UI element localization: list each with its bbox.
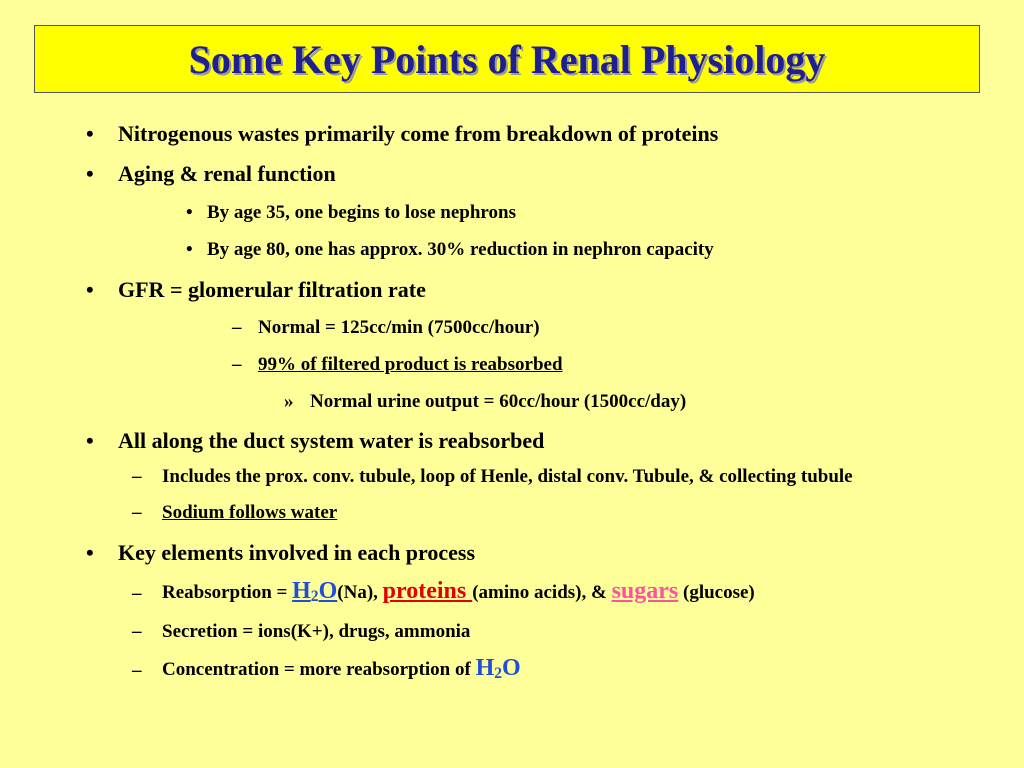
proteins-term: proteins (382, 578, 473, 604)
sub-item-reabsorption (162, 578, 755, 606)
h2o-o: O (318, 578, 338, 604)
dash-marker: – (132, 660, 142, 681)
h2o-h: H (292, 578, 311, 604)
bullet-marker: • (86, 121, 94, 146)
bullet-marker: • (186, 239, 193, 260)
bullet-marker: • (86, 161, 94, 186)
bullet-gfr: GFR = glomerular filtration rate (118, 277, 426, 302)
reabsorption-na: (Na), (337, 582, 383, 603)
h2o-sub: 2 (494, 665, 503, 683)
concentration-prefix: Concentration = more reabsorption of (162, 659, 476, 680)
h2o-formula (292, 578, 337, 604)
sub-bullet-age-80: By age 80, one has approx. 30% reduction in nephron capacity (207, 239, 714, 260)
dash-marker: – (232, 354, 242, 375)
dash-marker: – (132, 621, 142, 642)
reabsorption-amino: (amino acids), & (472, 582, 612, 603)
reabsorption-glucose: (glucose) (678, 582, 755, 603)
bullet-key-elements: Key elements involved in each process (118, 540, 476, 565)
h2o-sub: 2 (310, 588, 319, 606)
bullet-duct-system: All along the duct system water is reabsorbed (118, 428, 545, 453)
sub-item-sodium: Sodium follows water (162, 502, 338, 523)
h2o-o: O (502, 655, 521, 681)
sub-item-tubules: Includes the prox. conv. tubule, loop of Henle, distal conv. Tubule, & collecting tubule (162, 466, 853, 487)
reabsorption-prefix: Reabsorption = (162, 582, 293, 603)
sub-sub-item-urine-output: Normal urine output = 60cc/hour (1500cc/day) (310, 391, 687, 412)
h2o-h: H (475, 655, 495, 681)
bullet-marker: • (86, 277, 94, 302)
dash-marker: – (132, 502, 142, 523)
h2o-formula (476, 655, 521, 681)
bullet-marker: • (86, 428, 94, 453)
sub-item-secretion: Secretion = ions(K+), drugs, ammonia (162, 621, 471, 642)
sugars-term: sugars (611, 578, 679, 604)
sub-item-reabsorbed: 99% of filtered product is reabsorbed (258, 354, 563, 375)
sub-item-concentration (162, 655, 521, 683)
slide-title: Some Key Points of Renal Physiology (188, 36, 826, 82)
dash-marker: – (232, 317, 242, 338)
sub-bullet-age-35: By age 35, one begins to lose nephrons (207, 202, 516, 223)
sub-item-normal-gfr: Normal = 125cc/min (7500cc/hour) (258, 317, 540, 338)
dash-marker: – (132, 466, 142, 487)
raquo-marker: » (284, 391, 294, 412)
title-box (34, 25, 980, 93)
bullet-marker: • (86, 540, 94, 565)
bullet-marker: • (186, 202, 193, 223)
bullet-nitrogenous-wastes: Nitrogenous wastes primarily come from breakdown of proteins (118, 121, 719, 146)
dash-marker: – (132, 583, 142, 604)
bullet-aging: Aging & renal function (118, 161, 336, 186)
